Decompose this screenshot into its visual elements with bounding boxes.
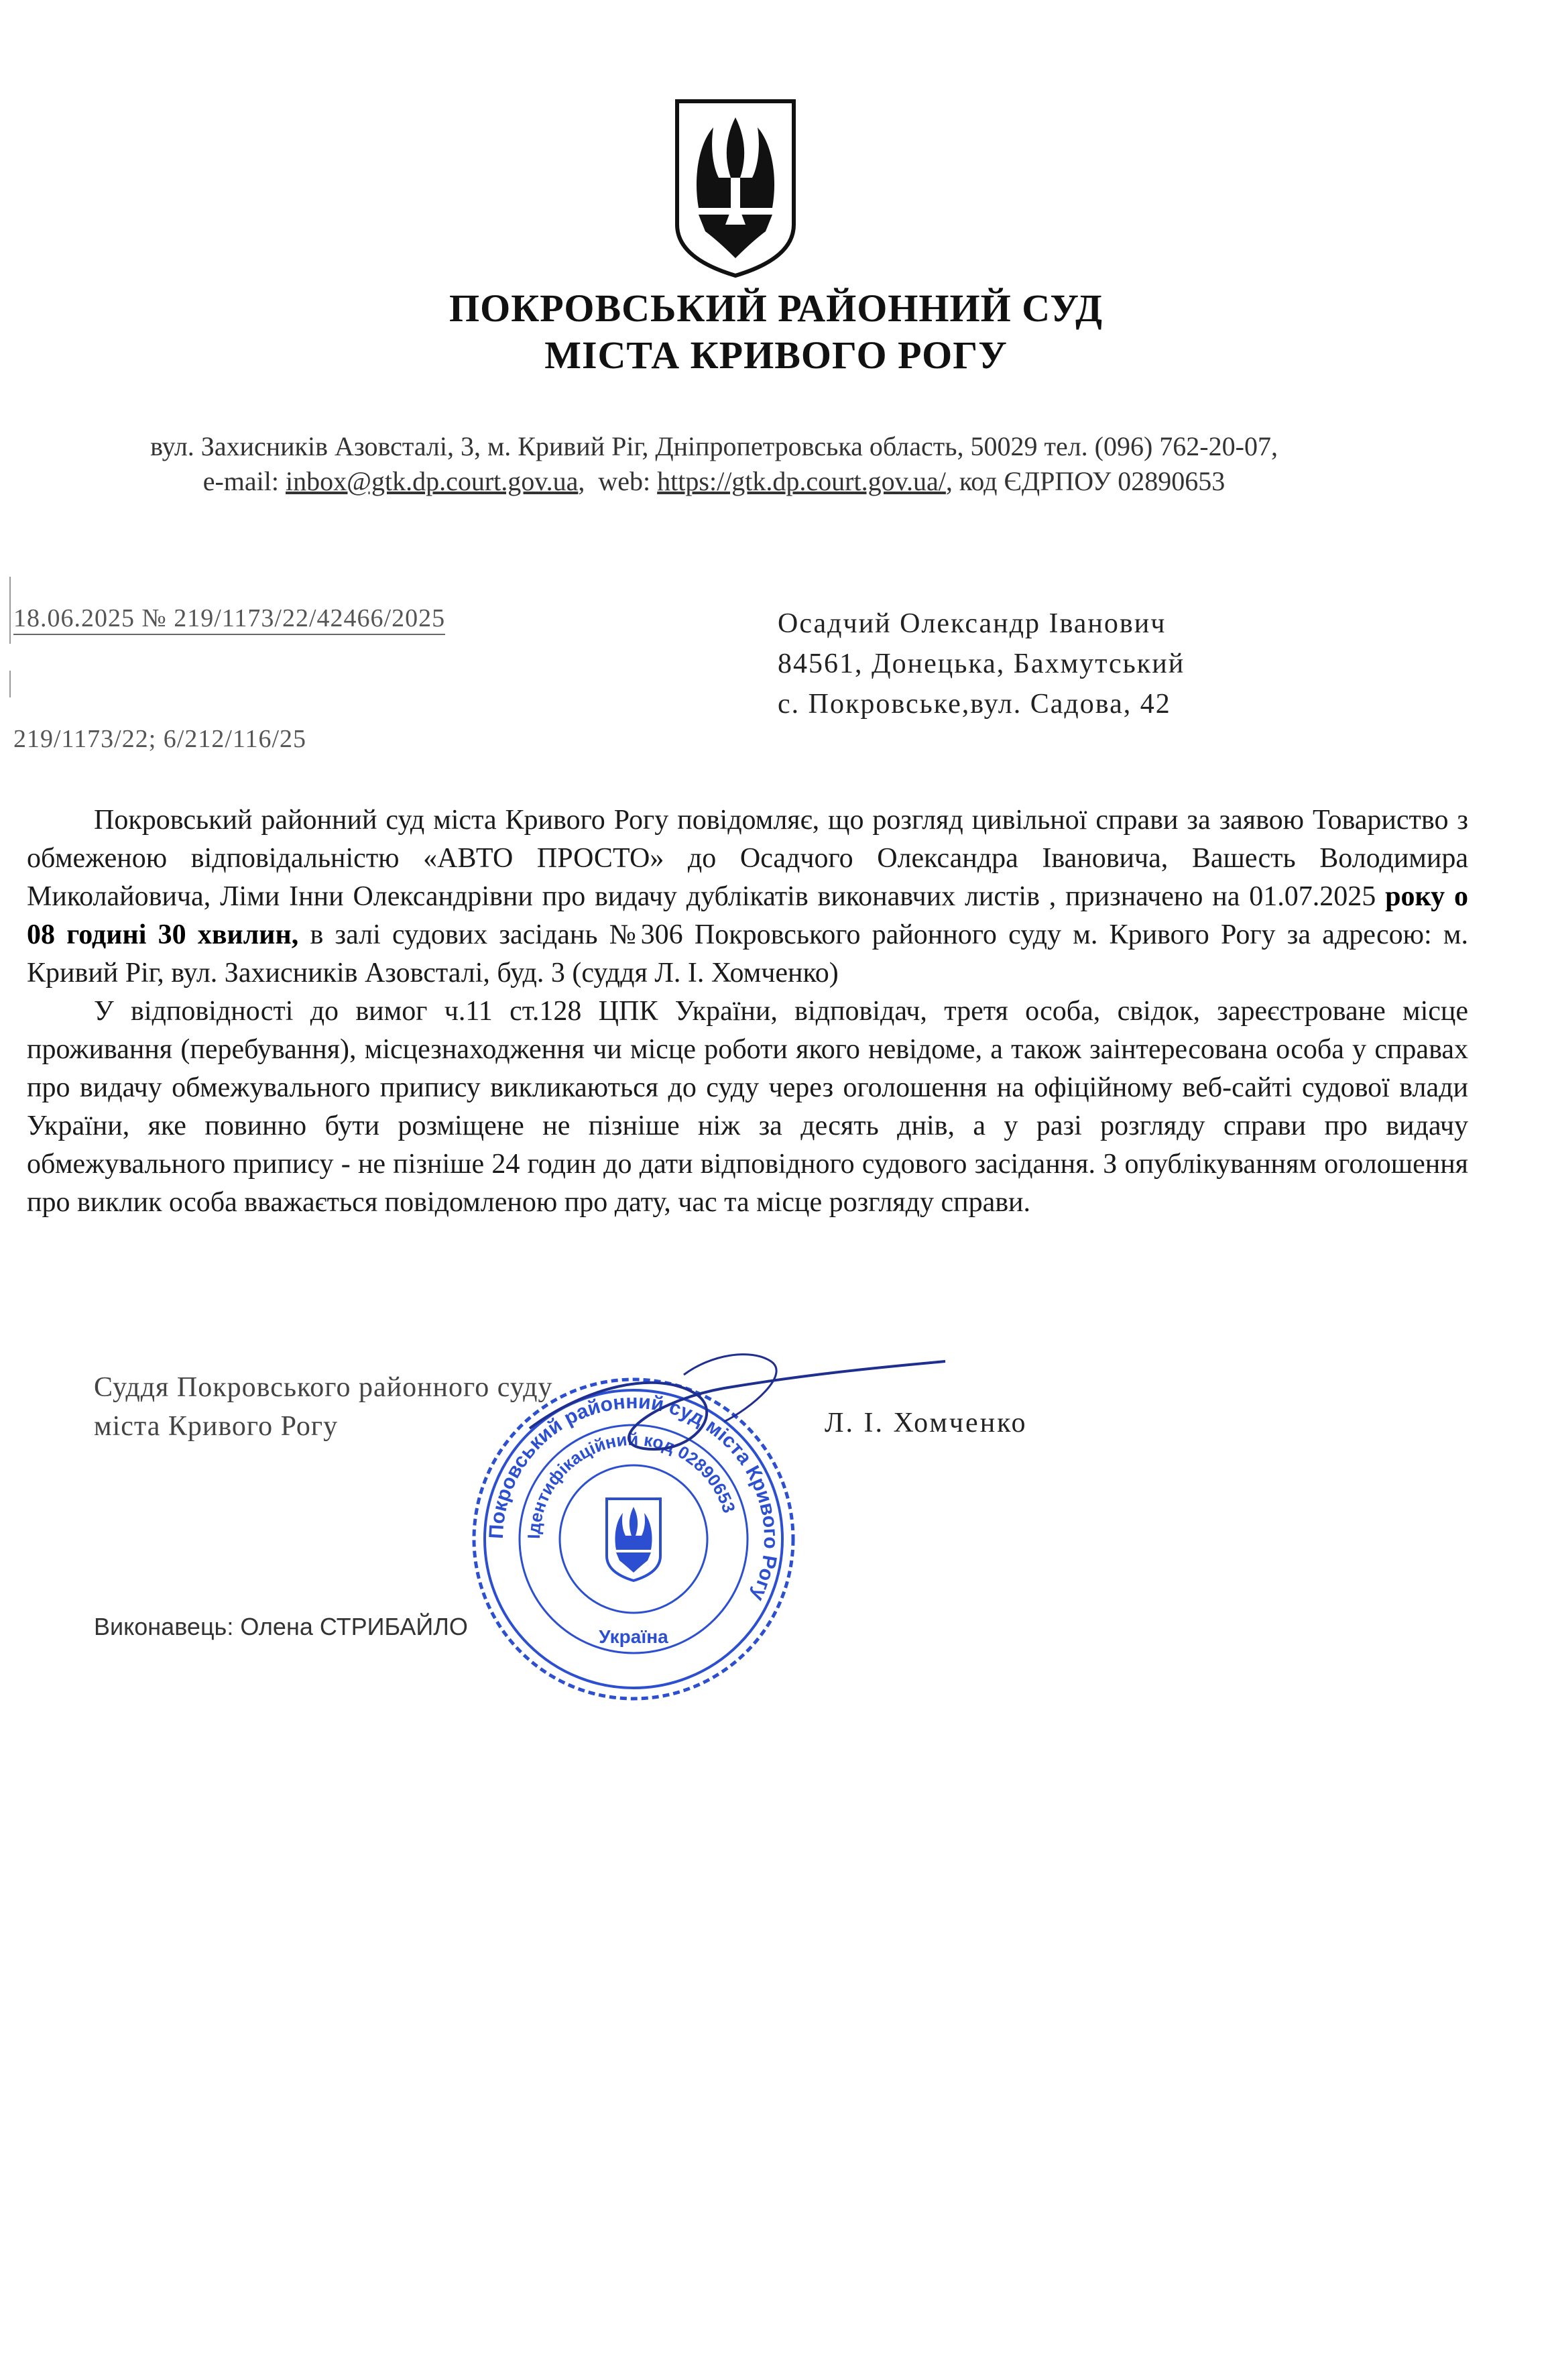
recipient-name: Осадчий Олександр Іванович bbox=[778, 608, 1167, 639]
court-contacts: e-mail: inbox@gtk.dp.court.gov.ua, web: https://gtk.dp.court.gov.ua/, код ЄДРПОУ 02890653 bbox=[202, 466, 1226, 496]
handwritten-signature bbox=[523, 1348, 952, 1502]
email-link[interactable]: inbox@gtk.dp.court.gov.ua bbox=[286, 466, 579, 496]
stamp-outer-text: Покровський районний суд міста Кривого Рогу bbox=[485, 1390, 782, 1605]
notice-body bbox=[27, 801, 1468, 1222]
hearing-time: року о 08 годині 30 хвилин, bbox=[27, 881, 1469, 950]
judge-role: Суддя Покровського районного суду міста Кривого Рогу bbox=[94, 1372, 553, 1442]
stamp-trident-icon bbox=[607, 1499, 660, 1581]
court-name-line2: МІСТА КРИВОГО РОГУ bbox=[544, 333, 1008, 377]
email-label: e-mail: bbox=[202, 466, 279, 496]
executor: Виконавець: Олена СТРИБАЙЛО bbox=[94, 1613, 468, 1640]
web-link[interactable]: https://gtk.dp.court.gov.ua/ bbox=[657, 466, 946, 496]
paragraph-2: У відповідності до вимог ч.11 ст.128 ЦПК України, відповідач, третя особа, свідок, зареєстроване місце проживання (перебування), місцезнаходження чи місце роботи якого невідоме, а також заінтересована особа у справах про видачу обмежувального припису викликаються до суду через оголошення на офіційному веб-сайті судової влади України, яке повинно бути розміщене не пізніше ніж за десять днів, а у разі розгляду справи про видачу обмежувального припису - не пізніше 24 годин до дати відповідного судового засідання. З опублікуванням оголошення про виклик особа вважається повідомленою про дату, час та місце розгляду справи. bbox=[27, 996, 1468, 1218]
court-address: вул. Захисників Азовсталі, 3, м. Кривий Ріг, Дніпропетровська область, 50029 тел. (096) 762-20-07, bbox=[150, 431, 1278, 461]
scan-edge-mark bbox=[9, 671, 11, 697]
paragraph-1: Покровський районний суд міста Кривого Рогу повідомляє, що розгляд цивільної справи за заявою Товариство з обмеженою відповідальністю «АВТО ПРОСТО» до Осадчого Олександра Івановича, Вашесть Володимира Миколайовича, Ліми Інни Олександрівни про видачу дублікатів виконавчих листів , призначено на 01.07.2025 року о 08 годині 30 хвилин, в залі судових засідань №306 Покровського районного суду м. Кривого Рогу за адресою: м. Кривий Ріг, вул. Захисників Азовсталі, буд. 3 (суддя Л. І. Хомченко) bbox=[27, 805, 1469, 988]
web-label: web: bbox=[598, 466, 651, 496]
scan-edge-mark bbox=[9, 577, 11, 644]
stamp-inner-text: Ідентифікаційний код 02890653 bbox=[523, 1428, 739, 1540]
coat-of-arms-icon bbox=[672, 97, 799, 278]
judge-name: Л. І. Хомченко bbox=[825, 1408, 1028, 1438]
case-ref: 219/1173/22; 6/212/116/25 bbox=[13, 725, 307, 753]
court-name-line1: ПОКРОВСЬКИЙ РАЙОННИЙ СУД bbox=[449, 286, 1103, 330]
edrpou-code: , код ЄДРПОУ 02890653 bbox=[945, 466, 1226, 496]
stamp-bottom-text: Україна bbox=[599, 1626, 668, 1647]
recipient-block bbox=[778, 604, 1185, 724]
outgoing-ref: 18.06.2025 № 219/1173/22/42466/2025 bbox=[13, 604, 445, 633]
recipient-address-1: 84561, Донецька, Бахмутський bbox=[778, 648, 1185, 679]
recipient-address-2: с. Покровське,вул. Садова, 42 bbox=[778, 689, 1171, 720]
